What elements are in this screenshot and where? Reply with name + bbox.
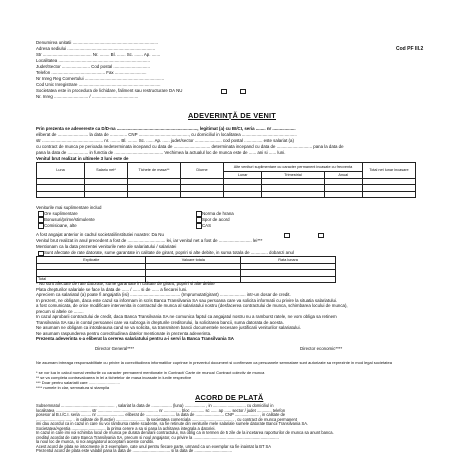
poprire-line: Sunt afectate de rate datorate, sume garantate in calitate de girant, popriri si alte debite, in suma totala de .............. dobanzi anul — [44, 250, 294, 255]
checkbox-cas[interactable] — [196, 223, 202, 229]
col-header-total: Total net lunar incasare — [363, 163, 416, 179]
col-header-diurne: Diurne — [181, 163, 224, 179]
note-line: precum si altele ce ........ — [36, 308, 84, 314]
checkbox-anterior-nu[interactable] — [318, 233, 324, 239]
checkbox-anterior-da[interactable] — [284, 233, 290, 239]
field-county: Judet/Sector ....................... Cod postal .............................. — [36, 64, 150, 69]
col-header-alte: Alte venituri suplimentare cu caracter permanent incasate cu frecventa — [224, 163, 363, 172]
note-line: Transilvania SA sau in contul persoanei care va subroga in drepturile creditorului, la solicitarea bancii, suma datorata de acesta. — [36, 319, 284, 325]
field-reg-number: Nr. Inreg ............................ / ...................................... — [36, 94, 139, 99]
total-label: Total — [37, 276, 146, 283]
note-line: * Nu sunt afectate de rate datorate, sume garantate in calitate de girant, popriri si alte debite — [36, 281, 215, 286]
venit-item-spor: Spor de acord — [202, 216, 230, 222]
venit-item-ore: Ore suplimentare — [44, 210, 78, 216]
acord-line: Subsemnatul ............................................... , salariat la data de .................. (luna) .................. , in ............................. cu domiciliul in — [36, 403, 274, 408]
checkbox-norma[interactable] — [196, 211, 202, 217]
acord-line: creditul acordat de catre Banca Transilvania SA, precum si noul angajator, cu privire la ........................................................................... — [36, 434, 279, 440]
field-unit-name: Denumirea unitatii ...................................................................... — [36, 40, 158, 45]
debts-table — [36, 256, 336, 283]
venit-item-comisioane: Comisioane, alte — [44, 222, 77, 228]
field-street: Str ........................................ Nr. ........ Bl. ....... Sc. ....... Ap. ....... — [36, 52, 161, 57]
footnote-line: ** se va completa contravaloarea in lei a tichetelor de masa incasate in lunile respective — [36, 375, 192, 380]
acord-line: Acest acord de plata se intocmeste in 3 exemplare, cate unul pentru fiecare parte, urmand ca un exemplar sa fie inaintat la BT SA — [36, 443, 271, 449]
intro-line-3: str .................................................. nr. ........ Bl. ........ Sc. ...... Ap. ...... judet/sector ...................... cod postal ............... este salariat (a) — [36, 138, 294, 143]
sign-director-economic: Director economic**** — [300, 346, 343, 351]
acord-line: Prezentul acord de plata este valabil pana la data de ................................. si la data de ................................. — [36, 448, 232, 453]
intro-line-4: cu contract de munca pe perioada nedeterminata incepand cu data de .............................. determinata incepand cu data de ............................. pana la data de — [36, 144, 344, 149]
field-reg-com: Nr Inreg Reg Comertului ................................................................. — [36, 76, 165, 81]
col-header-lunar: Lunar — [224, 172, 262, 179]
venituri-title: Veniturile mai suplimentare includ — [36, 205, 102, 210]
venit-item-norma: Norma de hrana — [202, 210, 234, 216]
acord-line: ................................ . in calitate de (functie) .......................... la societatea comerciala ..................................... , cu contract de munca permanent — [36, 416, 297, 422]
field-phone: Telefon ............................................ Fax .......................... — [36, 70, 147, 75]
note-line: In prezent, ne obligam, daca este cazul sa informam in scris Banca Transilvania SA sau persoana care va solicita informatii cu privire la situatia salariatului. — [36, 297, 338, 303]
venit-anual: Venitul brut realizat in anul precedent a fost de ............................... lei, iar venitul net a fost de ........................... lei*** — [36, 238, 263, 243]
note-line: In cazul aprobarii contractului de credit, daca Banca Transilvania SA ne comunica faptul ca angajatul nostru nu a ramburst ratele, ne vom obliga sa retinem — [36, 314, 337, 319]
acord-line: posesor al B.I./C.I. seria ......... nr ........................ eliberat de .......................... la data de ......................... CNP ..................... , in calitate de — [36, 412, 286, 417]
angajat-anterior: A fost angajat anterior in cadrul societatii/institutiei noastre: Da Nu — [36, 232, 164, 237]
acord-line: localitatea ............................... str ..................................................... nr ............... bloc ............ sc ...... ap ...... sector / judet ............. telefon — [36, 407, 286, 413]
acord-line: Societatea/Agentia .............................. la prima cerere a sa si pana la achitarea integrala a datoriei. — [36, 425, 216, 431]
checkbox-nu[interactable] — [240, 89, 246, 95]
col-header-tichete: Tichete de masa** — [128, 163, 181, 179]
col-header-trimestrial: Trimestrial — [262, 172, 324, 179]
acord-line: la noul loc de munca, si noi angajatorul acceptam aceste conditii. — [36, 439, 154, 444]
note-line: Prezenta adeverinta s-a eliberat la cererea salariatului pentru a-i servi la Banca Transilvania SA — [36, 336, 234, 341]
field-address: Adresa sediului ........................................................................ — [36, 46, 156, 51]
footnote-line: **** numele in clar, semnatura si stampila — [36, 385, 110, 390]
note-line: a fost comunicata, de orice modificare intervenita in contractul de munca al salariatului nostru (desfacerea contractului de munca, schimbarea locului de munca), — [36, 303, 348, 308]
mentionam: Mentionam ca la data prezentei veniturile nete ale salariatului / salariatei — [36, 244, 177, 249]
adeverinta-title: ADEVERINȚĂ DE VENIT — [188, 111, 276, 120]
checkbox-da[interactable] — [221, 89, 227, 95]
intro-line-6: Venitul brut realizat in ultimele 3 luni este de — [36, 156, 129, 161]
field-liquidation: Societatea este in procedura de lichidare, faliment sau restructurare DA NU — [36, 88, 183, 93]
col-header-salariu: Salariu net* — [85, 163, 128, 179]
venit-item-cas: CAS — [202, 222, 212, 228]
intro-line-2: eliberat de ......................... la data de .............. CNP ........................................., cu domiciliul in localitatea ............................................. — [36, 132, 297, 137]
income-table — [36, 162, 416, 198]
note-line: Ne asumam ne obligam ca intotdeauna cand se va solicita, sa transmitem bancii documentele necesare justificarii veniturilor salariatului. — [36, 325, 301, 330]
note-line: Plata drepturilor salariale se face la data de ...... / ...... si de ...... a fiecarei luni. — [36, 286, 188, 292]
note-line: Apreciem ca salariatul (a) poate fi angajat/a (isi) ......................................... (Imprumutat/girant) ..................... intr-un dosar de credit. — [36, 292, 291, 297]
checkbox-bonusuri[interactable] — [38, 217, 44, 223]
checkbox-spor[interactable] — [196, 217, 202, 223]
checkbox-ore[interactable] — [38, 211, 44, 217]
venit-item-bonusuri: Bonusuri/prime/stimulente — [44, 216, 95, 222]
col-header-valoare: Valoare totala — [146, 257, 241, 264]
acord-line: imi dau acordul ca in cazul in care nu voi rambursa ratele scadente, sa fie retinute din veniturile mele salariale sumele datorate Bancii Transilvania SA. — [36, 421, 309, 426]
intro-line-5: pana la data de ................. in functia de ........................................ Vechimea la actualul loc de munca este de ...... ani si ...... luni. — [36, 150, 286, 155]
form-code: Cod PF III.2 — [396, 46, 424, 52]
footnote-line: * se vor lua in calcul numai veniturile cu caracter permanent mentionate in Contract/ Carte de munca/ Contract colectiv de munca — [36, 370, 265, 375]
col-header-explicatie: Explicatie — [37, 257, 146, 264]
note-line: Ne asumam raspunderea pentru corectitudinea datelor mentionate in prezenta adeverinta. — [36, 330, 212, 336]
col-header-rata: Rata lunara — [241, 257, 336, 264]
intro-line-1: Prin prezenta se adevereste ca D/D-na .................................................................., legitimat (a) cu BI/CI, seria ........ nr ................... — [36, 126, 296, 131]
checkbox-comisioane[interactable] — [38, 223, 44, 229]
sign-director-general: Director General**** — [95, 346, 135, 351]
table-row[interactable] — [37, 191, 416, 198]
col-header-anual: Anual — [324, 172, 362, 179]
col-header-luna: Luna — [37, 163, 85, 179]
footnote-line: Ne asumam intreaga responsabilitate cu privire la corectitudinea informatiilor cuprinse in prezentul document si confirmam ca persoanele semnatare sunt autorizate sa reprezinte in mod legal societatea — [36, 360, 392, 365]
acord-title: ACORD DE PLATĂ — [195, 393, 264, 402]
field-cui: Cod Unic Inregistrare ................................................................... — [36, 82, 161, 87]
field-locality: Localitatea ........................................................................... — [36, 58, 150, 63]
footnote-line: *** Doar pentru salariatii care ............................ — [36, 380, 120, 385]
acord-line: In cazul in care imi voi schimba locul de munca pe durata derularii contractului, ma oblig ca in termen de 5 zile de la incetarea raporturilor de munca sa anunt banca. — [36, 430, 334, 435]
